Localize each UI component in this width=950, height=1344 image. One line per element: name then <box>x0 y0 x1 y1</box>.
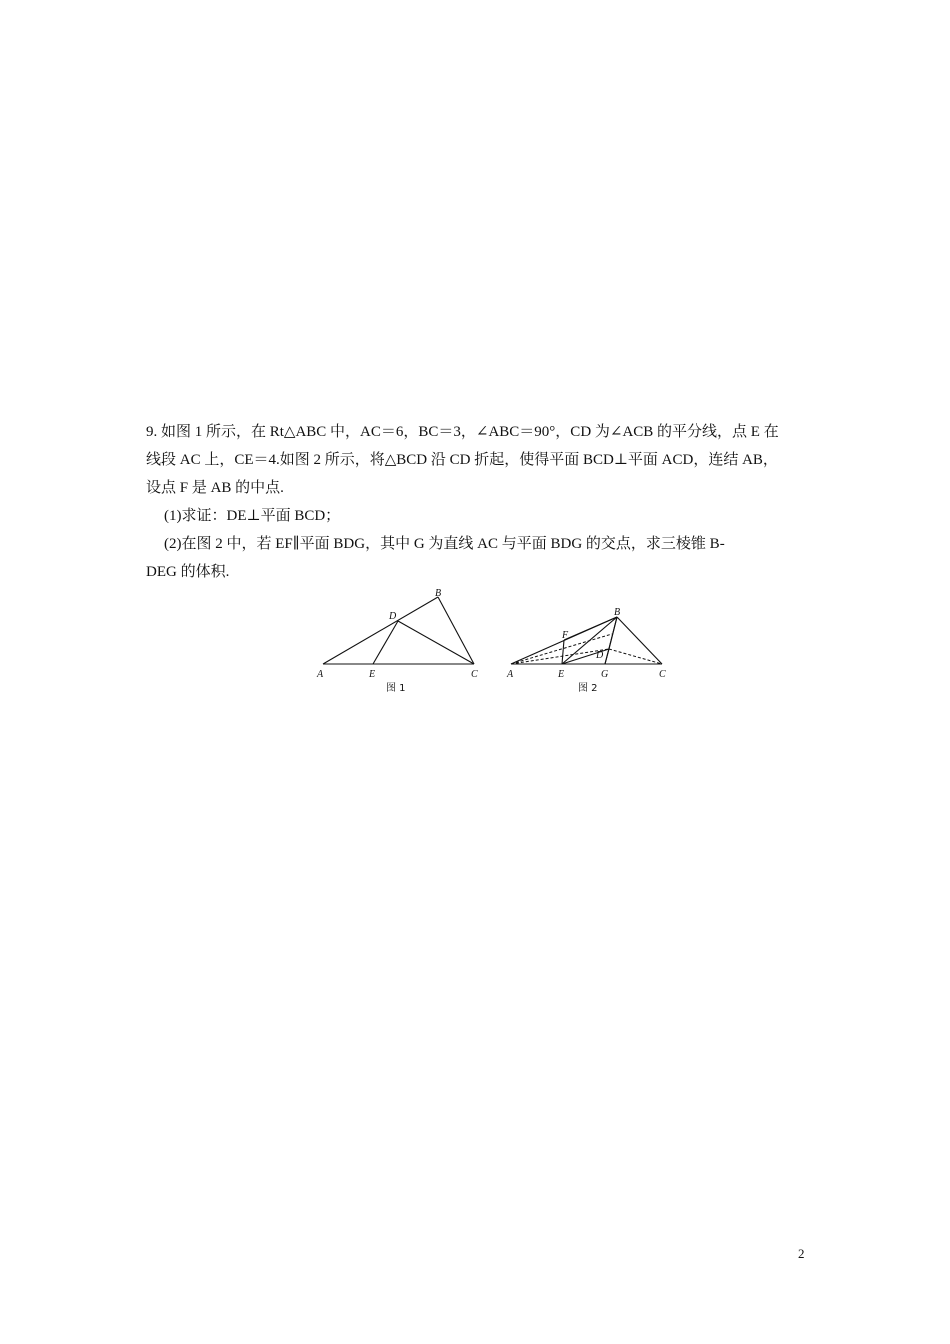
segment-fb-inner-2 <box>564 617 617 640</box>
fig1-label-c: C <box>471 669 478 680</box>
question-part-2-line-2: DEG 的体积. <box>146 564 230 580</box>
fig2-label-g: G <box>601 669 609 680</box>
segment-ab <box>323 597 438 664</box>
question-part-2-line-1: (2)在图 2 中，若 EF∥平面 BDG，其中 G 为直线 AC 与平面 BDG 的交点，求三棱锥 B- <box>164 536 725 552</box>
segment-dg-2 <box>605 649 609 664</box>
fig2-caption: 图 2 <box>578 683 598 694</box>
problem-statement-line-3: 设点 F 是 AB 的中点. <box>146 480 284 496</box>
fig1-label-b: B <box>435 588 442 599</box>
question-part-1: (1)求证：DE⊥平面 BCD； <box>164 508 341 524</box>
figures <box>312 586 672 698</box>
fig1-label-e: E <box>369 669 376 680</box>
segment-bc-2 <box>617 617 662 664</box>
fig2-label-c: C <box>659 669 666 680</box>
fig1-label-d: D <box>389 611 397 622</box>
fig2-label-f: F <box>562 630 569 641</box>
segment-bd-2 <box>609 617 617 649</box>
segment-fe-2 <box>562 640 564 664</box>
figure-1 <box>323 597 474 664</box>
page-number: 2 <box>798 1246 805 1261</box>
fig1-caption: 图 1 <box>386 683 406 694</box>
fig1-label-a: A <box>317 669 324 680</box>
fig2-label-e: E <box>558 669 565 680</box>
fig2-label-d: D <box>596 650 604 661</box>
segment-dc-dashed <box>609 649 662 664</box>
fig2-label-b: B <box>614 607 621 618</box>
fig2-label-a: A <box>507 669 514 680</box>
segment-ad-dashed <box>511 649 609 664</box>
problem-statement-line-2: 线段 AC 上，CE＝4.如图 2 所示，将△BCD 沿 CD 折起，使得平面 BCD⊥平面 ACD，连结 AB， <box>146 452 778 468</box>
problem-9 <box>146 418 806 586</box>
figure-2 <box>511 617 662 664</box>
figure-2-hidden-edges <box>511 634 662 664</box>
problem-statement-line-1: 9. 如图 1 所示，在 Rt△ABC 中，AC＝6，BC＝3，∠ABC＝90°，CD 为∠ACB 的平分线，点 E 在 <box>146 424 779 440</box>
geometry-figures <box>312 586 672 698</box>
